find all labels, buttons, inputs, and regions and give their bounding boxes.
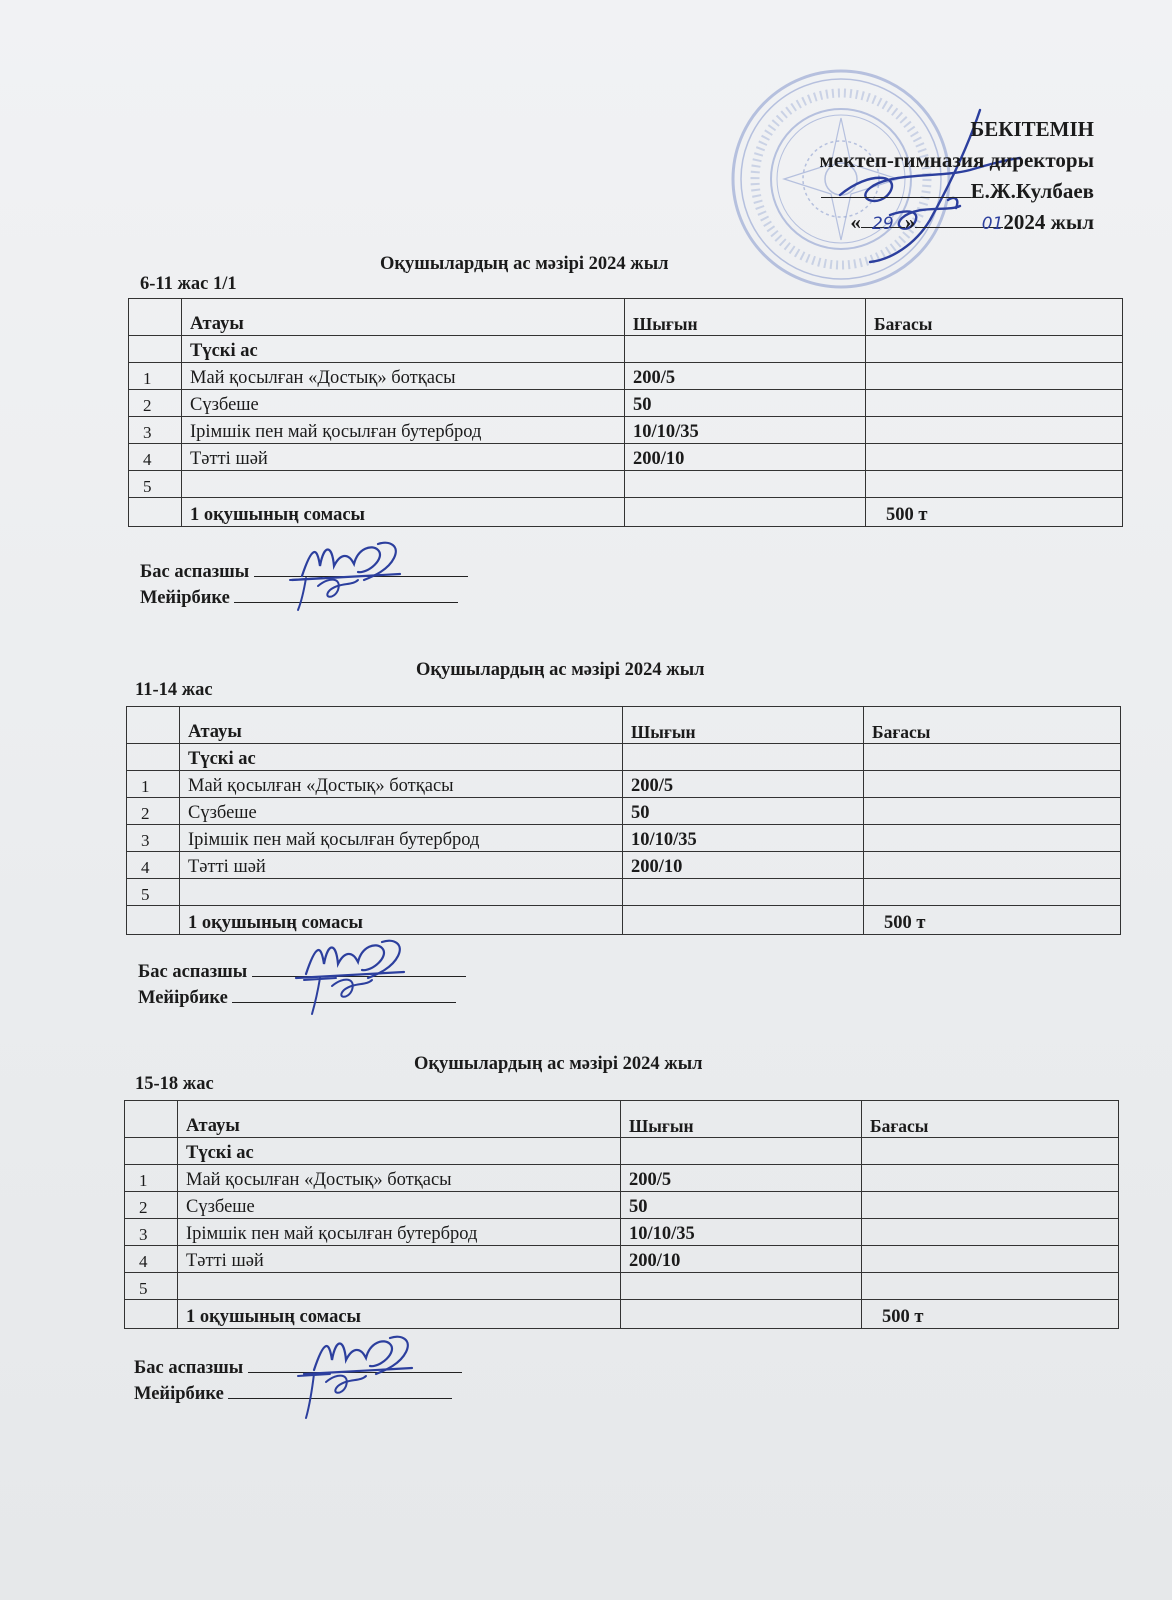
total-cost-cell [625, 498, 866, 527]
price-header: Бағасы [864, 707, 1121, 744]
meal-row [129, 336, 1123, 363]
table-header-row [127, 707, 1121, 744]
meal-row [127, 744, 1121, 771]
dish-cost: 200/5 [625, 363, 866, 390]
dish-name [178, 1273, 621, 1300]
name-header: Атауы [182, 299, 625, 336]
total-number-cell [127, 906, 180, 935]
row-number: 4 [125, 1246, 178, 1273]
total-row [127, 906, 1121, 935]
nurse-label: Мейірбике [138, 988, 228, 1008]
nurse-signature [296, 966, 386, 1022]
dish-name: Ірімшік пен май қосылған бутерброд [178, 1219, 621, 1246]
total-value: 500 т [866, 498, 1123, 527]
table-row [125, 1246, 1119, 1273]
dish-price [866, 417, 1123, 444]
total-value: 500 т [862, 1300, 1119, 1329]
table-row [127, 852, 1121, 879]
age-group: 11-14 жас [135, 680, 213, 700]
dish-price [864, 798, 1121, 825]
dish-price [866, 471, 1123, 498]
age-group: 15-18 жас [135, 1074, 214, 1094]
nurse-signature [290, 1362, 380, 1426]
meal-number-cell [129, 336, 182, 363]
meal-name: Түскі ас [178, 1138, 621, 1165]
table-header-row [125, 1101, 1119, 1138]
total-label: 1 оқушының сомасы [180, 906, 623, 935]
approval-position: мектеп-гимназия директоры [819, 148, 1094, 172]
dish-cost: 10/10/35 [625, 417, 866, 444]
row-number: 5 [125, 1273, 178, 1300]
table-row [127, 879, 1121, 906]
dish-cost: 200/5 [623, 771, 864, 798]
cost-header: Шығын [625, 299, 866, 336]
row-number: 1 [127, 771, 180, 798]
name-header: Атауы [178, 1101, 621, 1138]
date-day: 29 [872, 214, 894, 234]
approval-name-line [819, 176, 1094, 207]
row-number: 4 [129, 444, 182, 471]
menu-table [124, 1100, 1119, 1329]
row-number: 3 [129, 417, 182, 444]
date-year: 2024 жыл [1003, 210, 1094, 234]
cost-header: Шығын [623, 707, 864, 744]
meal-row [125, 1138, 1119, 1165]
total-cost-cell [623, 906, 864, 935]
dish-cost [625, 471, 866, 498]
dish-name: Май қосылған «Достық» ботқасы [178, 1165, 621, 1192]
approval-title: БЕКІТЕМІН [970, 117, 1094, 141]
approval-block [819, 114, 1094, 238]
row-number: 1 [125, 1165, 178, 1192]
signature-line [821, 177, 971, 198]
total-value: 500 т [864, 906, 1121, 935]
table-row [129, 471, 1123, 498]
approval-date [819, 207, 1094, 238]
dish-cost: 200/10 [621, 1246, 862, 1273]
dish-price [864, 879, 1121, 906]
meal-cost-cell [623, 744, 864, 771]
dish-name: Май қосылған «Достық» ботқасы [180, 771, 623, 798]
dish-name: Сүзбеше [180, 798, 623, 825]
total-row [125, 1300, 1119, 1329]
dish-price [866, 363, 1123, 390]
row-number: 5 [129, 471, 182, 498]
dish-price [864, 771, 1121, 798]
meal-price-cell [864, 744, 1121, 771]
dish-price [864, 852, 1121, 879]
dish-name: Тәтті шәй [180, 852, 623, 879]
chef-label: Бас аспазшы [140, 562, 250, 582]
dish-name: Ірімшік пен май қосылған бутерброд [180, 825, 623, 852]
dish-name [180, 879, 623, 906]
meal-name: Түскі ас [180, 744, 623, 771]
table-row [129, 417, 1123, 444]
dish-cost: 200/10 [625, 444, 866, 471]
number-header [125, 1101, 178, 1138]
row-number: 2 [125, 1192, 178, 1219]
menu-table [128, 298, 1123, 527]
dish-name [182, 471, 625, 498]
row-number: 3 [127, 825, 180, 852]
meal-name: Түскі ас [182, 336, 625, 363]
table-row [127, 771, 1121, 798]
row-number: 1 [129, 363, 182, 390]
date-close-quote: » [904, 210, 916, 234]
table-row [129, 390, 1123, 417]
dish-price [862, 1273, 1119, 1300]
chef-label: Бас аспазшы [138, 962, 248, 982]
dish-cost: 10/10/35 [621, 1219, 862, 1246]
total-label: 1 оқушының сомасы [182, 498, 625, 527]
number-header [129, 299, 182, 336]
dish-price [866, 444, 1123, 471]
dish-price [864, 825, 1121, 852]
dish-cost: 50 [621, 1192, 862, 1219]
cost-header: Шығын [621, 1101, 862, 1138]
dish-name: Сүзбеше [178, 1192, 621, 1219]
menu-table [126, 706, 1121, 935]
dish-price [862, 1165, 1119, 1192]
row-number: 3 [125, 1219, 178, 1246]
meal-cost-cell [625, 336, 866, 363]
table-row [125, 1165, 1119, 1192]
dish-cost: 50 [623, 798, 864, 825]
table-row [125, 1219, 1119, 1246]
table-row [127, 825, 1121, 852]
dish-cost: 200/5 [621, 1165, 862, 1192]
approval-name: Е.Ж.Кулбаев [970, 179, 1094, 203]
row-number: 2 [127, 798, 180, 825]
meal-number-cell [127, 744, 180, 771]
menu-title: Оқушылардың ас мәзірі 2024 жыл [414, 1054, 703, 1074]
table-row [127, 798, 1121, 825]
date-month: 01 [981, 214, 1004, 234]
row-number: 2 [129, 390, 182, 417]
total-label: 1 оқушының сомасы [178, 1300, 621, 1329]
table-header-row [129, 299, 1123, 336]
meal-number-cell [125, 1138, 178, 1165]
row-number: 4 [127, 852, 180, 879]
date-day-field [861, 207, 905, 234]
dish-name: Тәтті шәй [178, 1246, 621, 1273]
dish-cost [623, 879, 864, 906]
number-header [127, 707, 180, 744]
dish-price [862, 1219, 1119, 1246]
dish-name: Ірімшік пен май қосылған бутерброд [182, 417, 625, 444]
menu-title: Оқушылардың ас мәзірі 2024 жыл [416, 660, 705, 680]
nurse-label: Мейірбике [140, 588, 230, 608]
total-row [129, 498, 1123, 527]
dish-name: Тәтті шәй [182, 444, 625, 471]
meal-price-cell [866, 336, 1123, 363]
dish-price [862, 1246, 1119, 1273]
dish-price [866, 390, 1123, 417]
total-number-cell [129, 498, 182, 527]
price-header: Бағасы [862, 1101, 1119, 1138]
age-group: 6-11 жас 1/1 [140, 274, 237, 294]
chef-label: Бас аспазшы [134, 1358, 244, 1378]
total-number-cell [125, 1300, 178, 1329]
dish-name: Май қосылған «Достық» ботқасы [182, 363, 625, 390]
table-row [125, 1192, 1119, 1219]
nurse-signature [282, 566, 372, 616]
menu-title: Оқушылардың ас мәзірі 2024 жыл [380, 254, 669, 274]
price-header: Бағасы [866, 299, 1123, 336]
row-number: 5 [127, 879, 180, 906]
date-month-field [915, 207, 1004, 234]
meal-cost-cell [621, 1138, 862, 1165]
name-header: Атауы [180, 707, 623, 744]
dish-cost: 200/10 [623, 852, 864, 879]
date-open-quote: « [850, 210, 861, 234]
dish-name: Сүзбеше [182, 390, 625, 417]
dish-cost [621, 1273, 862, 1300]
dish-price [862, 1192, 1119, 1219]
dish-cost: 50 [625, 390, 866, 417]
table-row [129, 444, 1123, 471]
meal-price-cell [862, 1138, 1119, 1165]
total-cost-cell [621, 1300, 862, 1329]
table-row [125, 1273, 1119, 1300]
table-row [129, 363, 1123, 390]
nurse-label: Мейірбике [134, 1384, 224, 1404]
dish-cost: 10/10/35 [623, 825, 864, 852]
